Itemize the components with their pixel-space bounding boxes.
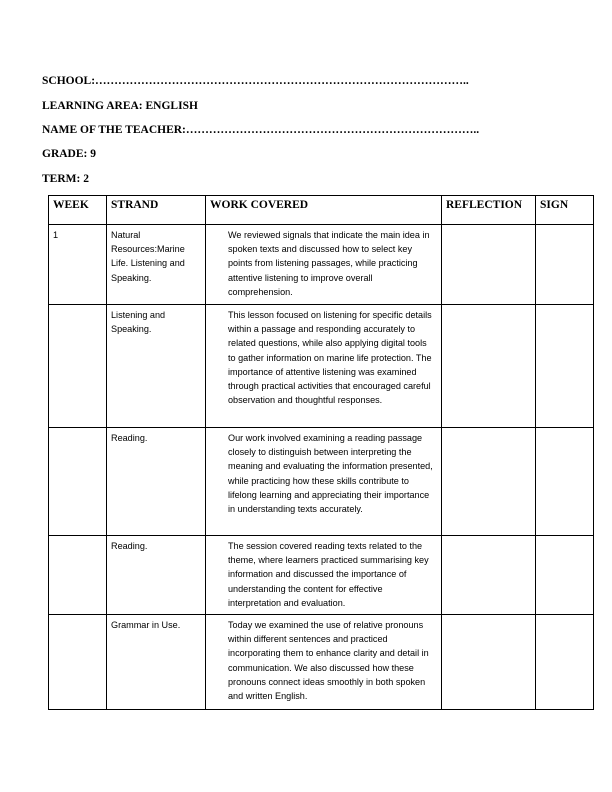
work-covered-cell: Today we examined the use of relative pronouns within different sentences and practiced incorporating them to enhance clarity and detail in communication. We also discussed how these pronouns connect ideas smoothly in both spoken and written English.	[206, 615, 442, 710]
column-header-work-covered: WORK COVERED	[206, 196, 442, 225]
term-label: TERM: 2	[42, 173, 89, 185]
week-cell	[49, 428, 107, 536]
strand-cell: Natural Resources:Marine Life. Listening and Speaking.	[107, 225, 206, 305]
reflection-cell[interactable]	[442, 305, 536, 428]
table-row	[49, 225, 594, 305]
reflection-cell[interactable]	[442, 428, 536, 536]
reflection-cell[interactable]	[442, 615, 536, 710]
column-header-reflection: REFLECTION	[442, 196, 536, 225]
week-cell	[49, 536, 107, 615]
sign-cell[interactable]	[536, 305, 594, 428]
teacher-name-field: NAME OF THE TEACHER:…………………………………………………………………..	[42, 124, 480, 136]
strand-cell: Reading.	[107, 428, 206, 536]
reflection-cell[interactable]	[442, 225, 536, 305]
work-covered-cell: We reviewed signals that indicate the main idea in spoken texts and discussed how to select key points from listening passages, while practicing attentive listening to improve overall comprehension.	[206, 225, 442, 305]
work-covered-cell: The session covered reading texts related to the theme, where learners practiced summarising key information and discussed the importance of understanding the content for effective interpretation and evaluation.	[206, 536, 442, 615]
table-row	[49, 428, 594, 536]
sign-cell[interactable]	[536, 615, 594, 710]
column-header-week: WEEK	[49, 196, 107, 225]
strand-cell: Grammar in Use.	[107, 615, 206, 710]
sign-cell[interactable]	[536, 536, 594, 615]
column-header-sign: SIGN	[536, 196, 594, 225]
grade-label: GRADE: 9	[42, 148, 96, 160]
week-cell	[49, 305, 107, 428]
reflection-cell[interactable]	[442, 536, 536, 615]
school-field: SCHOOL:……………………………………………………………………………………..	[42, 75, 469, 87]
column-header-strand: STRAND	[107, 196, 206, 225]
table-row	[49, 305, 594, 428]
table-row	[49, 536, 594, 615]
sign-cell[interactable]	[536, 428, 594, 536]
work-covered-cell: Our work involved examining a reading passage closely to distinguish between interpreting the meaning and evaluating the information presented, while practicing how these skills contribute to lifelong learning and appreciating their importance in understanding texts accurately.	[206, 428, 442, 536]
learning-area-label: LEARNING AREA: ENGLISH	[42, 100, 198, 112]
table-row	[49, 615, 594, 710]
strand-cell: Listening and Speaking.	[107, 305, 206, 428]
table-header-row	[49, 196, 594, 225]
sign-cell[interactable]	[536, 225, 594, 305]
week-cell: 1	[49, 225, 107, 305]
work-covered-cell: This lesson focused on listening for specific details within a passage and responding accurately to related questions, while also applying digital tools to gather information on marine life protection. The importance of attentive listening was examined through practical activities that encouraged careful observation and thoughtful responses.	[206, 305, 442, 428]
week-cell	[49, 615, 107, 710]
work-covered-table	[48, 195, 594, 710]
strand-cell: Reading.	[107, 536, 206, 615]
